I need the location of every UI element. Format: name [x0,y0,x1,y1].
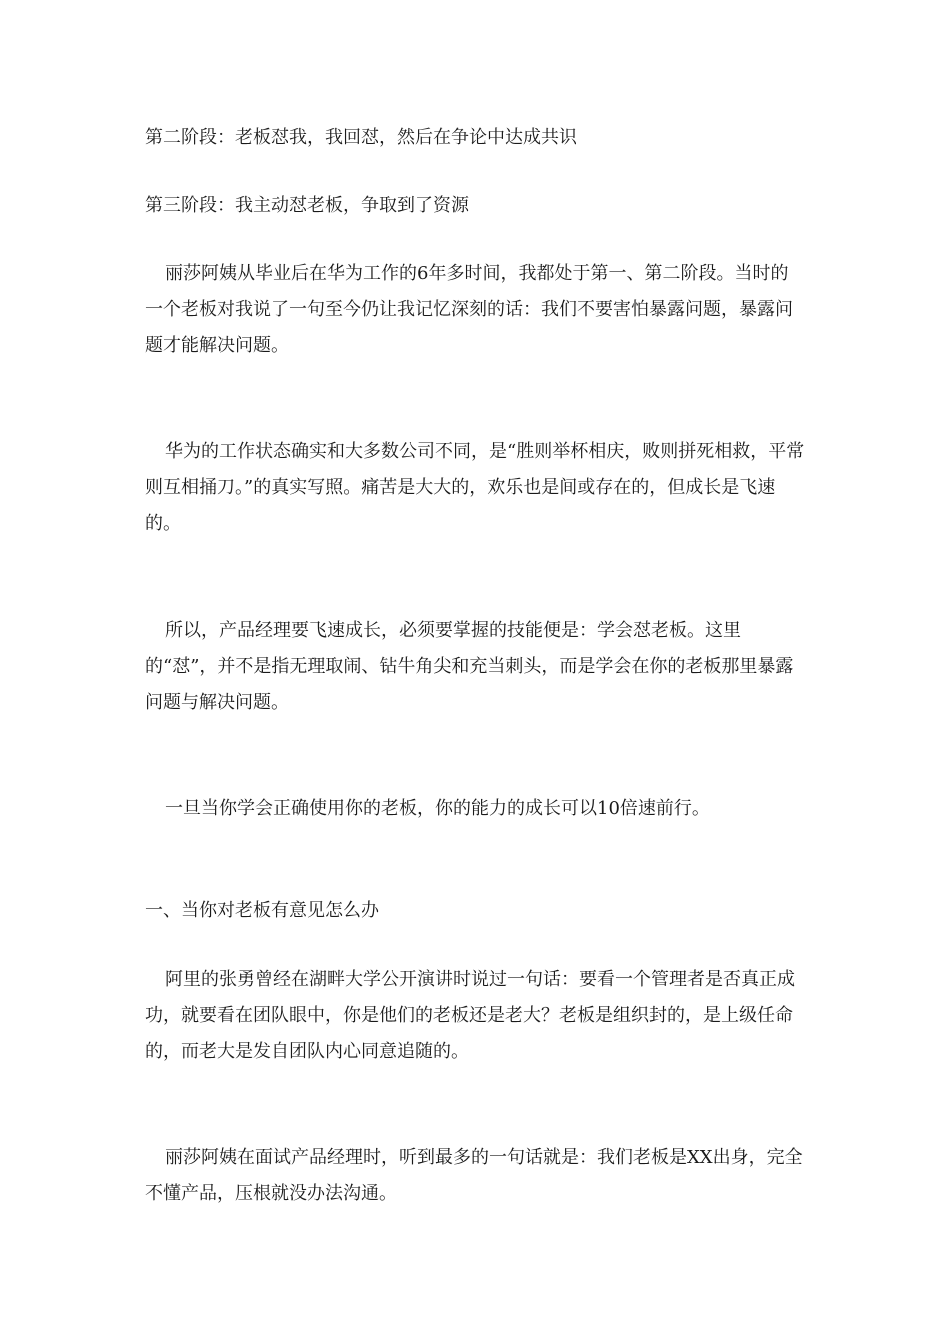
paragraph-stage-two: 第二阶段：老板怼我，我回怼，然后在争论中达成共识 [145,127,577,148]
paragraph-stage-three-text: 第三阶段：我主动怼老板，争取到了资源 [145,195,469,216]
paragraph-zhang-yong-quote: 阿里的张勇曾经在湖畔大学公开演讲时说过一句话：要看一个管理者是否真正成功，就要看在团队眼中，你是他们的老板还是老大？老板是组织封的，是上级任命的，而老大是发自团队内心同意追随的。 [145,969,795,1062]
paragraph-huawei-experience: 丽莎阿姨从毕业后在华为工作的6年多时间，我都处于第一、第二阶段。当时的一个老板对我说了一句至今仍让我记忆深刻的话：我们不要害怕暴露问题，暴露问题才能解决问题。 [145,263,793,356]
paragraph-learn-to-push-back: 所以，产品经理要飞速成长，必须要掌握的技能便是：学会怼老板。这里的“怼”，并不是指无理取闹、钻牛角尖和充当刺头，而是学会在你的老板那里暴露问题与解决问题。 [145,620,794,713]
paragraph-ten-times-growth: 一旦当你学会正确使用你的老板，你的能力的成长可以10倍速前行。 [165,798,710,819]
paragraph-interview-complaint: 丽莎阿姨在面试产品经理时，听到最多的一句话就是：我们老板是XX出身，完全不懂产品，压根就没办法沟通。 [145,1147,803,1204]
paragraph-huawei-work-state: 华为的工作状态确实和大多数公司不同，是“胜则举杯相庆，败则拼死相救，平常则互相捅刀。”的真实写照。痛苦是大大的，欢乐也是间或存在的，但成长是飞速的。 [145,441,805,534]
section-heading-disagree-with-boss: 一、当你对老板有意见怎么办 [145,900,379,921]
